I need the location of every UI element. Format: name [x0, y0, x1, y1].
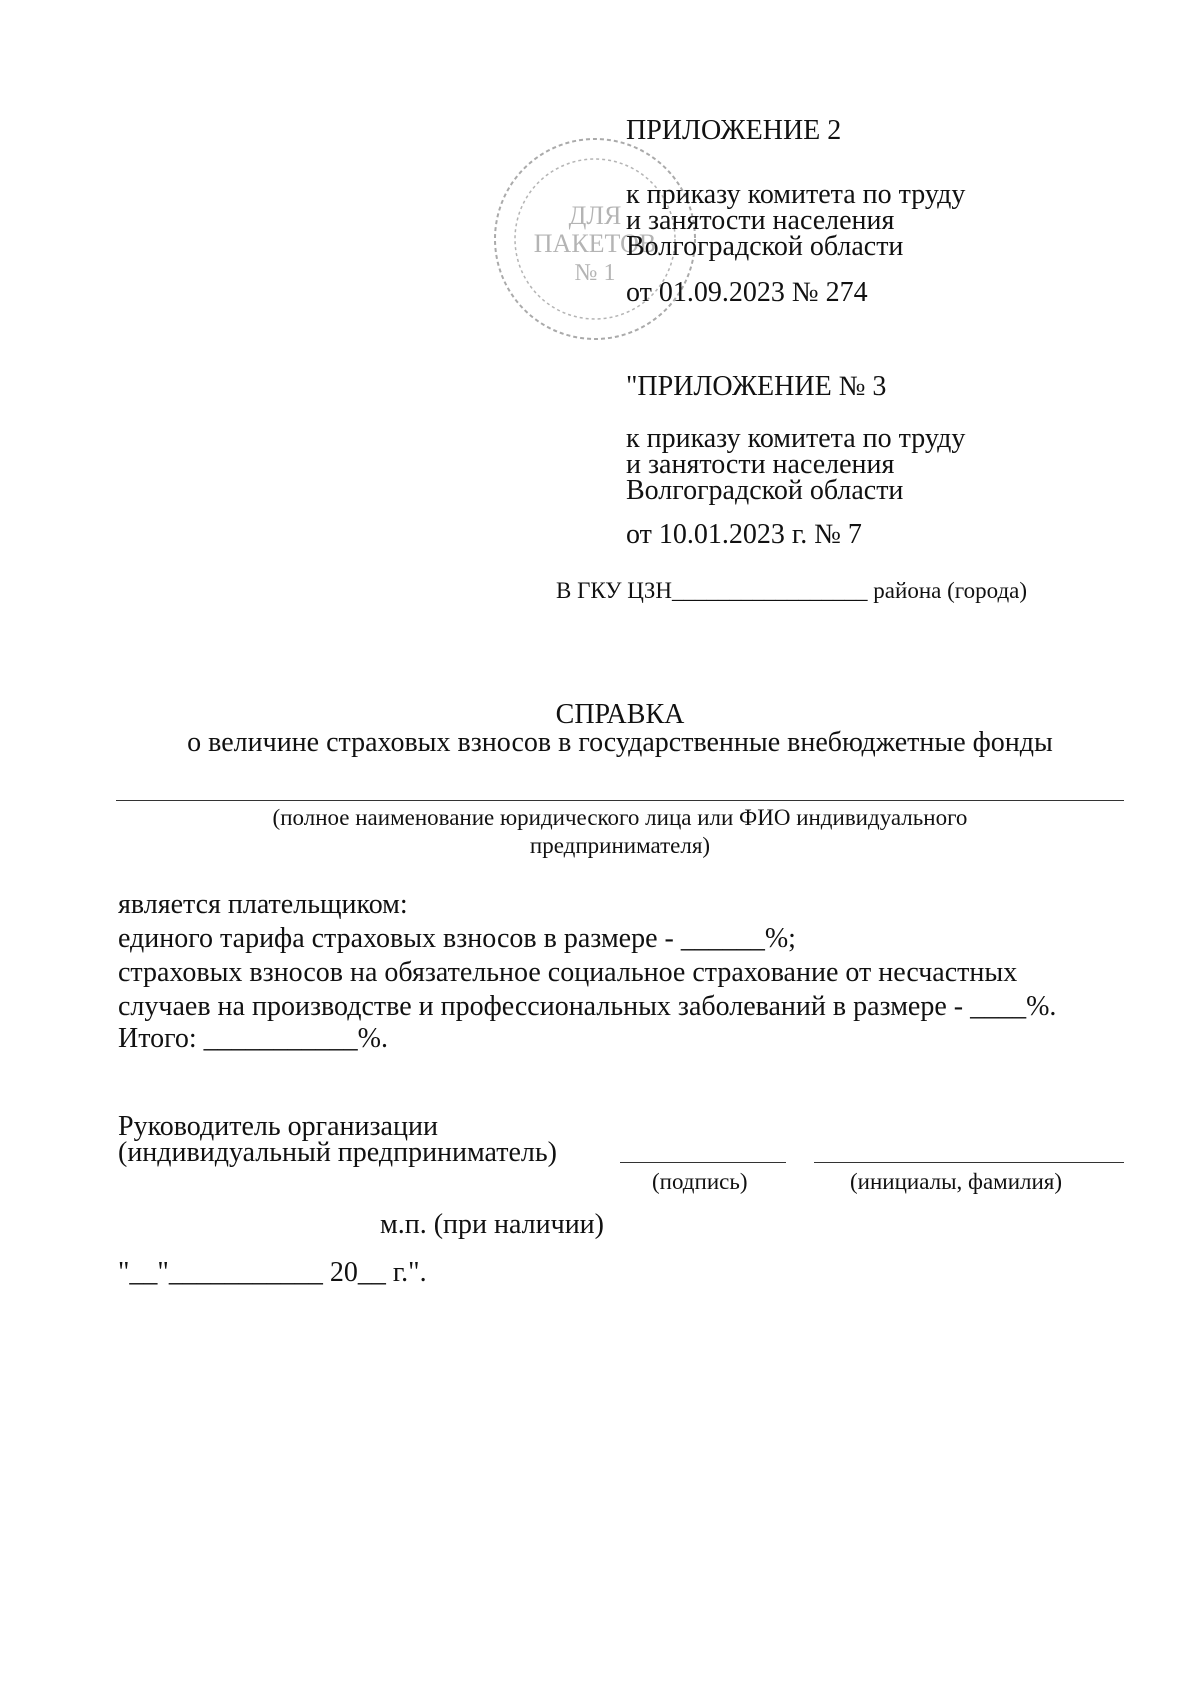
org-name-underline [116, 800, 1124, 801]
appendix-3-line2: и занятости населения [626, 449, 895, 480]
body-line-1: является плательщиком: [118, 889, 408, 920]
org-name-caption-line1: (полное наименование юридического лица или ФИО индивидуального [272, 805, 968, 830]
recipient-line [556, 579, 1027, 603]
svg-text:№ 1: № 1 [574, 260, 616, 286]
body-line-2: единого тарифа страховых взносов в размере - ______%; [118, 923, 796, 954]
appendix-2-line1: к приказу комитета по труду [626, 179, 966, 210]
name-caption: (инициалы, фамилия) [850, 1169, 1063, 1194]
appendix-2-line3: Волгоградской области [626, 231, 904, 262]
body-line-3: страховых взносов на обязательное социальное страхование от несчастных [118, 957, 1018, 988]
org-name-caption-line2: предпринимателя) [529, 833, 711, 858]
signer-role-line1: Руководитель организации [118, 1111, 438, 1142]
appendix-3-date: от 10.01.2023 г. № 7 [626, 519, 862, 550]
svg-text:ДЛЯ: ДЛЯ [568, 201, 622, 230]
seal-note: м.п. (при наличии) [380, 1209, 604, 1240]
signature-underline [620, 1162, 786, 1163]
signer-role-line2: (индивидуальный предприниматель) [118, 1137, 557, 1168]
document-subheading: о величине страховых взносов в государственные внебюджетные фонды [187, 727, 1053, 758]
recipient-suffix: района (города) [873, 578, 1028, 603]
svg-text:ПАКЕТОВ: ПАКЕТОВ [533, 229, 657, 258]
appendix-3-title: "ПРИЛОЖЕНИЕ № 3 [626, 371, 887, 402]
signature-caption: (подпись) [652, 1169, 748, 1194]
body-line-5-total: Итого: ___________%. [118, 1023, 388, 1054]
appendix-2-date: от 01.09.2023 № 274 [626, 277, 868, 308]
recipient-prefix: В ГКУ ЦЗН [556, 578, 673, 603]
document-heading: СПРАВКА [555, 699, 685, 730]
appendix-2-title: ПРИЛОЖЕНИЕ 2 [626, 115, 842, 146]
body-line-4: случаев на производстве и профессиональных заболеваний в размере - ____%. [118, 991, 1057, 1022]
appendix-3-line3: Волгоградской области [626, 475, 904, 506]
recipient-blank: _________________ [672, 578, 868, 603]
date-line: "__"___________ 20__ г.". [118, 1257, 427, 1288]
appendix-3-line1: к приказу комитета по труду [626, 423, 966, 454]
name-underline [814, 1162, 1124, 1163]
appendix-2-line2: и занятости населения [626, 205, 895, 236]
